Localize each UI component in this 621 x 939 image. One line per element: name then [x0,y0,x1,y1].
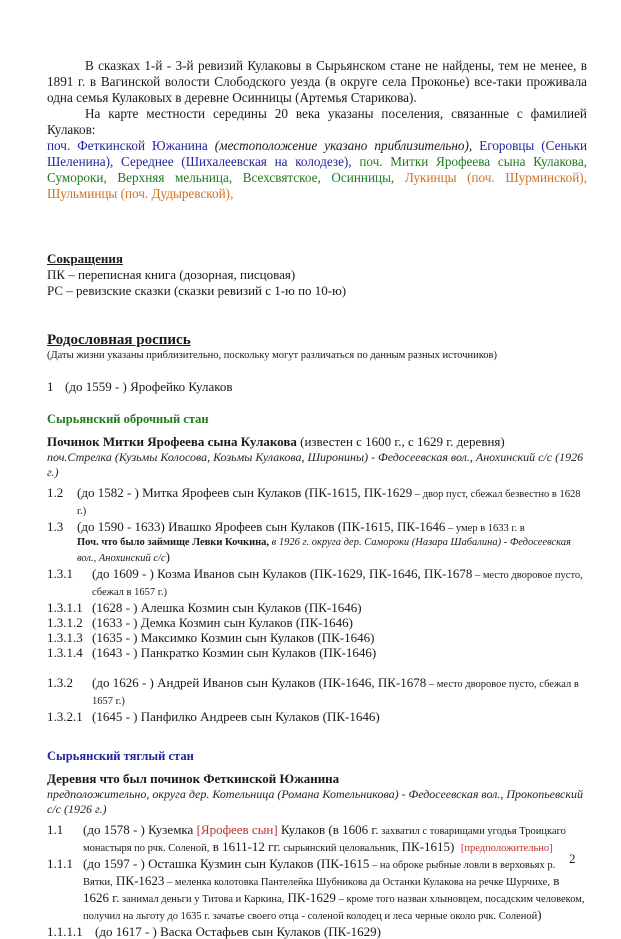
settlement-2-sub: предположительно, округа дер. Котельница (Романа Котельникова) - Федосеевская вол., Прокопьевский с/с (1926 г.) [47,787,583,816]
entry-number: 1.3.1.2 [47,615,83,630]
places-list [47,138,587,202]
settlement-1-title [47,434,587,450]
settlement-1-note: (известен с 1600 г., с 1629 г. деревня) [300,434,505,449]
settlement-1-sub: поч.Стрелка (Кузьмы Колосова, Козьмы Кулакова, Широнины) - Федосеевская вол., Анохинский с/с (1926 г.) [47,450,584,479]
places-green: поч. Митки Ярофеева сына Кулакова, Сумороки, Верхняя мельница, Всехсвятское, Осинницы, [47,154,587,185]
entry-number: 1.1.1.1 [47,924,83,939]
entry-note-italic: в 1926 г. округа дер. Самороки (Назара Шабалина) - Федосеевская вол., Анохинский с/с [77,537,571,564]
entry-text: ПК-1623 [112,873,165,888]
entry-note: сырьянский целовальник, [280,843,399,854]
stan-1-title: Сырьянский оброчный стан [47,412,209,426]
place-blue-1: поч. Феткинской Южанина [47,138,208,153]
place-blue-2: Егоровцы (Сеньки Шеленина), [47,138,588,169]
entry-1-1-1-1 [47,924,587,939]
entry-1-2 [47,485,587,519]
entry-note: – кроме того назван хлыновцем, посадским человеком, получил на льготу до 1635 г. зачатье своего отца - соленой колодец и леса черные около рчк. Соленой [83,894,585,922]
entry-text: (до 1617 - ) Васка Остафьев сын Кулаков (ПК-1629) [95,924,381,939]
entry-1-1-1 [47,856,587,924]
entry-text: ) [537,907,542,922]
genealogy-note: (Даты жизни указаны приблизительно, поскольку могут различаться по данным разных источников) [47,350,497,361]
entry-note: – двор пуст, сбежал безвестно в 1628 г.) [77,489,581,517]
entry-text: в 1626 г. [83,873,560,905]
entry-text: ПК-1629 [284,890,336,905]
settlement-1-name: Починок Митки Ярофеева сына Кулакова [47,434,297,449]
entry-note: захватил с товарищами угодья Троицкаго монастыря по рчк. Соленой, [83,826,566,854]
entry-note: – меленка колотовка Пантелейка Шубникова да Останки Кулакова на речке Шурчихе, [164,877,550,888]
entry-assumed-patronymic: [Ярофеев сын] [196,822,278,837]
stan-2-title: Сырьянский тяглый стан [47,749,194,763]
entry-assumption-tag: [предположительно] [460,843,553,854]
entry-number: 1.3.2 [47,675,73,690]
entry-note: занимал деньги у Титова и Каркина, [119,894,285,905]
abbreviation-item: ПК – переписная книга (дозорная, писцовая) [47,267,296,282]
entry-note: – место дворовое пусто, сбежал в 1657 г.) [92,679,579,707]
place-blue-3: Середнее (Шихалеевская на колодезе), [121,154,352,169]
entry-1-3-2-1 [47,709,587,724]
entry-number: 1.3.1.4 [47,645,83,660]
entry-note-bold: Поч. что было займище Левки Кочкина, [77,537,270,548]
page-number: 2 [569,851,576,866]
intro-paragraph-2: На карте местности середины 20 века указаны поселения, связанные с фамилией Кулаков: [47,106,587,137]
entry-1-3-2 [47,675,587,709]
entry-number: 1.3.1 [47,566,73,581]
entry-text: Кулаков (в 1606 г. [277,822,379,837]
entry-1-3-1-3 [47,630,587,645]
entry-text: (1645 - ) Панфилко Андреев сын Кулаков (ПК-1646) [92,709,380,724]
entry-1-3-continued [47,536,587,566]
entry-number: 1.2 [47,485,64,500]
entry-1-1 [47,822,587,856]
abbreviation-item: РС – ревизские сказки (сказки ревизий с 1-ю по 10-ю) [47,283,347,298]
entry-number: 1.1.1 [47,856,73,871]
entry-text: (1643 - ) Панкратко Козмин сын Кулаков (ПК-1646) [92,645,377,660]
places-orange: Лукинцы (поч. Шурминской), Шульминцы (поч. Дудыревской), [47,170,587,201]
place-blue-1-note: (местоположение указано приблизительно), [214,138,473,153]
entry-1-3-1-1 [47,600,587,615]
genealogy-root-entry [47,379,587,394]
entry-text: (до 1597 - ) Осташка Кузмин сын Кулаков (ПК-1615 [83,856,370,871]
entry-note-end: ) [165,549,170,564]
entry-text: (1628 - ) Алешка Козмин сын Кулаков (ПК-1646) [92,600,362,615]
entry-text: в 1611-12 гг. [209,839,281,854]
entry-1-3-1-4 [47,645,587,660]
abbreviations-title: Сокращения [47,251,123,266]
entry-number: 1.3.1.3 [47,630,83,645]
entry-text: (1633 - ) Демка Козмин сын Кулаков (ПК-1646) [92,615,353,630]
entry-text: (1635 - ) Максимко Козмин сын Кулаков (ПК-1646) [92,630,375,645]
intro-paragraph-1: В сказках 1-й - 3-й ревизий Кулаковы в Сырьянском стане не найдены, тем не менее, в 1891 г. в Вагинской волости Слободского уезда (в округе села Проконье) все-таки проживала одна семья Кулаковых в деревне Осинницы (Артемья Старикова). [47,58,587,105]
entry-number: 1 [47,379,54,394]
settlement-2-title: Деревня что был починок Феткинской Южанина [47,771,340,786]
entry-1-3-1 [47,566,587,600]
entry-note: – умер в 1633 г. в [445,523,525,534]
document-page [47,58,587,939]
entry-number: 1.3 [47,519,64,534]
entry-text: (до 1582 - ) Митка Ярофеев сын Кулаков (ПК-1615, ПК-1629 [77,485,413,500]
stan-1-entries [47,485,587,724]
entry-note: – на оброке рыбные ловли в верховьях р. Вятки, [83,860,556,888]
entry-text: (до 1590 - 1633) Ивашко Ярофеев сын Кулаков (ПК-1615, ПК-1646 [77,519,446,534]
entry-1-3 [47,519,587,536]
entry-text: (до 1559 - ) Ярофейко Кулаков [65,379,233,394]
entry-note: – место дворовое пусто, сбежал в 1657 г.) [92,570,583,598]
entry-number: 1.1 [47,822,64,837]
entry-number: 1.3.2.1 [47,709,83,724]
entry-text: ПК-1615) [398,839,455,854]
entry-1-3-1-2 [47,615,587,630]
entry-text: (до 1609 - ) Козма Иванов сын Кулаков (ПК-1629, ПК-1646, ПК-1678 [92,566,473,581]
entry-text: (до 1626 - ) Андрей Иванов сын Кулаков (ПК-1646, ПК-1678 [92,675,427,690]
genealogy-title: Родословная роспись [47,332,191,348]
entry-number: 1.3.1.1 [47,600,83,615]
entry-text: (до 1578 - ) Куземка [83,822,197,837]
